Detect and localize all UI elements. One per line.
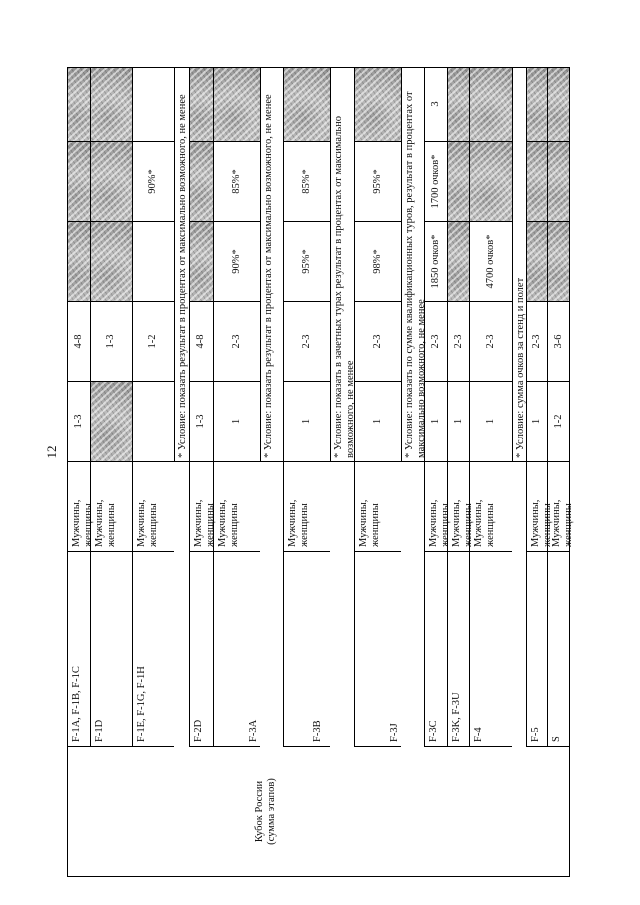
row-participants: 1-2: [132, 302, 174, 382]
row-cond-3: [67, 67, 90, 142]
note-row: * Условие: сумма очков за стенд и полет: [512, 67, 527, 462]
row-participants: 2-3: [354, 302, 401, 382]
row-cond-1: [67, 222, 90, 302]
row-place: [132, 382, 174, 462]
row-cond-2: [67, 142, 90, 222]
row-place: 1: [354, 382, 401, 462]
row-cond-2: [547, 142, 570, 222]
row-cond-1: [526, 222, 547, 302]
row-place: [90, 382, 132, 462]
note-row: * Условие: показать по сумме квалификационных туров, результат в процентах от максимально возможного, не менее: [401, 67, 424, 462]
row-cond-1: 95%*: [283, 222, 330, 302]
row-code: F-3J: [354, 552, 401, 747]
row-cond-1: 4700 очков*: [469, 222, 511, 302]
row-place: 1-3: [67, 382, 90, 462]
row-participants: 2-3: [283, 302, 330, 382]
row-place: 1: [213, 382, 260, 462]
row-code: S: [547, 552, 570, 747]
row-code: F-2D: [189, 552, 213, 747]
row-place: 1: [526, 382, 547, 462]
row-code: F-4: [469, 552, 511, 747]
row-participants: 2-3: [447, 302, 470, 382]
row-place: 1: [424, 382, 447, 462]
row-participants: 2-3: [424, 302, 447, 382]
row-cond-3: [132, 67, 174, 142]
group-cell: [67, 747, 475, 877]
row-code: F-5: [526, 552, 547, 747]
row-cond-2: [189, 142, 213, 222]
row-code: F-3C: [424, 552, 447, 747]
row-participants: 4-8: [67, 302, 90, 382]
row-participants: 4-8: [189, 302, 213, 382]
row-cond-2: 95%*: [354, 142, 401, 222]
row-place: 1-3: [189, 382, 213, 462]
row-gender: Мужчины, женщины: [424, 462, 447, 552]
row-cond-1: [132, 222, 174, 302]
row-cond-2: [526, 142, 547, 222]
row-code: F-1D: [90, 552, 132, 747]
row-place: 1: [447, 382, 470, 462]
row-cond-3: [283, 67, 330, 142]
note-row: * Условие: показать результат в процентах от максимально возможного, не менее: [174, 67, 189, 462]
row-cond-2: 85%*: [213, 142, 260, 222]
row-gender: Мужчины, женщины: [189, 462, 213, 552]
row-code: F-1A, F-1B, F-1C: [67, 552, 90, 747]
row-cond-1: [547, 222, 570, 302]
row-gender: Мужчины, женщины: [67, 462, 90, 552]
group-subtitle: (сумма этапов): [265, 778, 277, 845]
row-cond-1: 1850 очков*: [424, 222, 447, 302]
row-cond-3: [447, 67, 470, 142]
row-participants: 2-3: [526, 302, 547, 382]
row-code: F-1E, F-1G, F-1H: [132, 552, 174, 747]
note-row: * Условие: показать в зачетных турах результат в процентах от максимально возможного, не менее: [330, 67, 354, 462]
row-gender: Мужчины, женщины: [469, 462, 511, 552]
row-gender: Мужчины, женщины: [447, 462, 470, 552]
qualification-table: [67, 67, 575, 877]
row-cond-1: 98%*: [354, 222, 401, 302]
row-cond-1: [447, 222, 470, 302]
row-cond-3: [469, 67, 511, 142]
row-code: F-3K, F-3U: [447, 552, 470, 747]
row-gender: Мужчины, женщины: [283, 462, 330, 552]
row-cond-1: [189, 222, 213, 302]
row-place: 1: [469, 382, 511, 462]
note-row: * Условие: показать результат в процентах от максимально возможного, не менее: [260, 67, 283, 462]
row-gender: Мужчины, женщины: [213, 462, 260, 552]
row-participants: 2-3: [213, 302, 260, 382]
row-cond-3: [526, 67, 547, 142]
row-cond-2: 90%*: [132, 142, 174, 222]
row-code: F-3A: [213, 552, 260, 747]
row-place: 1-2: [547, 382, 570, 462]
row-participants: 1-3: [90, 302, 132, 382]
row-gender: Мужчины, женщины: [90, 462, 132, 552]
group-title: Кубок России: [253, 780, 265, 843]
row-gender: Мужчины, женщины: [526, 462, 547, 552]
row-gender: Мужчины, женщины: [354, 462, 401, 552]
row-cond-3: 3: [424, 67, 447, 142]
row-cond-2: [447, 142, 470, 222]
row-cond-2: [90, 142, 132, 222]
row-cond-1: 90%*: [213, 222, 260, 302]
row-cond-3: [354, 67, 401, 142]
row-participants: 3-6: [547, 302, 570, 382]
row-cond-3: [547, 67, 570, 142]
row-cond-2: [469, 142, 511, 222]
row-participants: 2-3: [469, 302, 511, 382]
row-place: 1: [283, 382, 330, 462]
row-cond-1: [90, 222, 132, 302]
row-cond-3: [189, 67, 213, 142]
row-gender: Мужчины, женщины: [547, 462, 570, 552]
row-cond-3: [90, 67, 132, 142]
row-cond-2: 1700 очков*: [424, 142, 447, 222]
row-gender: Мужчины, женщины: [132, 462, 174, 552]
row-cond-3: [213, 67, 260, 142]
page-number: 12: [44, 445, 59, 459]
row-cond-2: 85%*: [283, 142, 330, 222]
row-code: F-3B: [283, 552, 330, 747]
